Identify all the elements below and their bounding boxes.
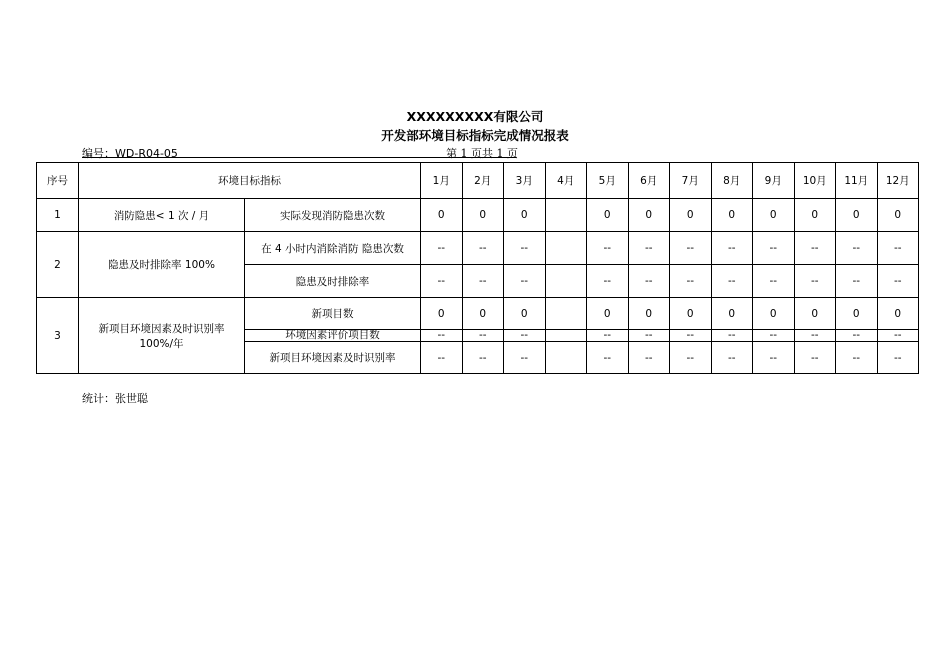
month-value: -- <box>462 265 504 298</box>
table-header-row <box>37 163 919 199</box>
month-value: 0 <box>462 199 504 232</box>
month-value: -- <box>836 232 878 265</box>
month-value: -- <box>753 342 795 374</box>
row-seq: 3 <box>37 298 79 374</box>
month-value: -- <box>711 232 753 265</box>
row-indicator: 隐患及时排除率 <box>245 265 421 298</box>
month-value: -- <box>504 232 546 265</box>
row-seq: 2 <box>37 232 79 298</box>
month-value: 0 <box>794 199 836 232</box>
header-month: 7月 <box>670 163 712 199</box>
month-value: 0 <box>753 298 795 330</box>
month-value: 0 <box>836 199 878 232</box>
month-value: 0 <box>794 298 836 330</box>
month-value: -- <box>421 342 463 374</box>
month-value: -- <box>836 330 878 342</box>
report-table <box>36 162 919 374</box>
month-value: -- <box>628 330 670 342</box>
month-value: -- <box>587 342 629 374</box>
header-target: 环境目标指标 <box>79 163 421 199</box>
table-row <box>37 298 919 330</box>
header-month: 3月 <box>504 163 546 199</box>
row-target: 消防隐患< 1 次 / 月 <box>79 199 245 232</box>
month-value: -- <box>794 232 836 265</box>
header-seq: 序号 <box>37 163 79 199</box>
month-value: -- <box>753 232 795 265</box>
month-value: -- <box>462 342 504 374</box>
month-value: -- <box>462 232 504 265</box>
month-value: 0 <box>670 298 712 330</box>
month-value: 0 <box>836 298 878 330</box>
month-value: -- <box>670 330 712 342</box>
month-value: -- <box>421 232 463 265</box>
statistician: 统计：张世聪 <box>82 392 148 405</box>
month-value: 0 <box>670 199 712 232</box>
month-value <box>545 199 587 232</box>
row-indicator: 实际发现消防隐患次数 <box>245 199 421 232</box>
header-month: 8月 <box>711 163 753 199</box>
header-underline <box>82 157 516 158</box>
row-seq: 1 <box>37 199 79 232</box>
month-value: -- <box>421 265 463 298</box>
month-value: -- <box>877 232 919 265</box>
header-month: 9月 <box>753 163 795 199</box>
header-month: 10月 <box>794 163 836 199</box>
header-month: 12月 <box>877 163 919 199</box>
month-value: -- <box>877 342 919 374</box>
month-value: 0 <box>421 199 463 232</box>
row-indicator: 在 4 小时内消除消防 隐患次数 <box>245 232 421 265</box>
month-value: 0 <box>711 298 753 330</box>
document-code: 编号：WD-R04-05 <box>82 147 178 160</box>
header-month: 6月 <box>628 163 670 199</box>
header-month: 11月 <box>836 163 878 199</box>
month-value: 0 <box>587 199 629 232</box>
month-value: -- <box>877 330 919 342</box>
table-row <box>37 199 919 232</box>
month-value <box>545 232 587 265</box>
month-value: -- <box>628 265 670 298</box>
month-value: -- <box>836 342 878 374</box>
month-value: -- <box>504 265 546 298</box>
month-value <box>545 330 587 342</box>
month-value: 0 <box>628 298 670 330</box>
month-value: -- <box>421 330 463 342</box>
month-value: 0 <box>504 298 546 330</box>
month-value: 0 <box>462 298 504 330</box>
month-value: 0 <box>877 298 919 330</box>
table-row <box>37 232 919 265</box>
month-value: -- <box>753 330 795 342</box>
month-value: -- <box>504 342 546 374</box>
month-value: -- <box>794 330 836 342</box>
row-indicator: 新项目数 <box>245 298 421 330</box>
header-month: 4月 <box>545 163 587 199</box>
month-value: -- <box>504 330 546 342</box>
page-indicator: 第 1 页共 1 页 <box>446 147 518 160</box>
row-target: 新项目环境因素及时识别率 100%/年 <box>79 298 245 374</box>
month-value: -- <box>587 265 629 298</box>
month-value <box>545 265 587 298</box>
month-value: -- <box>462 330 504 342</box>
header-month: 2月 <box>462 163 504 199</box>
month-value: -- <box>877 265 919 298</box>
month-value: -- <box>711 342 753 374</box>
month-value <box>545 342 587 374</box>
month-value: 0 <box>504 199 546 232</box>
row-indicator: 新项目环境因素及时识别率 <box>245 342 421 374</box>
month-value: 0 <box>421 298 463 330</box>
month-value: -- <box>794 342 836 374</box>
month-value: -- <box>587 232 629 265</box>
month-value: 0 <box>628 199 670 232</box>
month-value: -- <box>753 265 795 298</box>
company-name: XXXXXXXXX有限公司 <box>406 109 544 124</box>
row-target: 隐患及时排除率 100% <box>79 232 245 298</box>
month-value: -- <box>794 265 836 298</box>
month-value: -- <box>587 330 629 342</box>
month-value: 0 <box>877 199 919 232</box>
header-month: 1月 <box>421 163 463 199</box>
month-value: 0 <box>711 199 753 232</box>
month-value: -- <box>836 265 878 298</box>
month-value <box>545 298 587 330</box>
month-value: 0 <box>587 298 629 330</box>
month-value: -- <box>628 232 670 265</box>
month-value: -- <box>670 342 712 374</box>
month-value: 0 <box>753 199 795 232</box>
month-value: -- <box>670 265 712 298</box>
report-title: 开发部环境目标指标完成情况报表 <box>381 128 569 143</box>
row-indicator: 环境因素评价项目数 <box>245 330 421 342</box>
month-value: -- <box>670 232 712 265</box>
month-value: -- <box>711 265 753 298</box>
header-month: 5月 <box>587 163 629 199</box>
month-value: -- <box>711 330 753 342</box>
month-value: -- <box>628 342 670 374</box>
